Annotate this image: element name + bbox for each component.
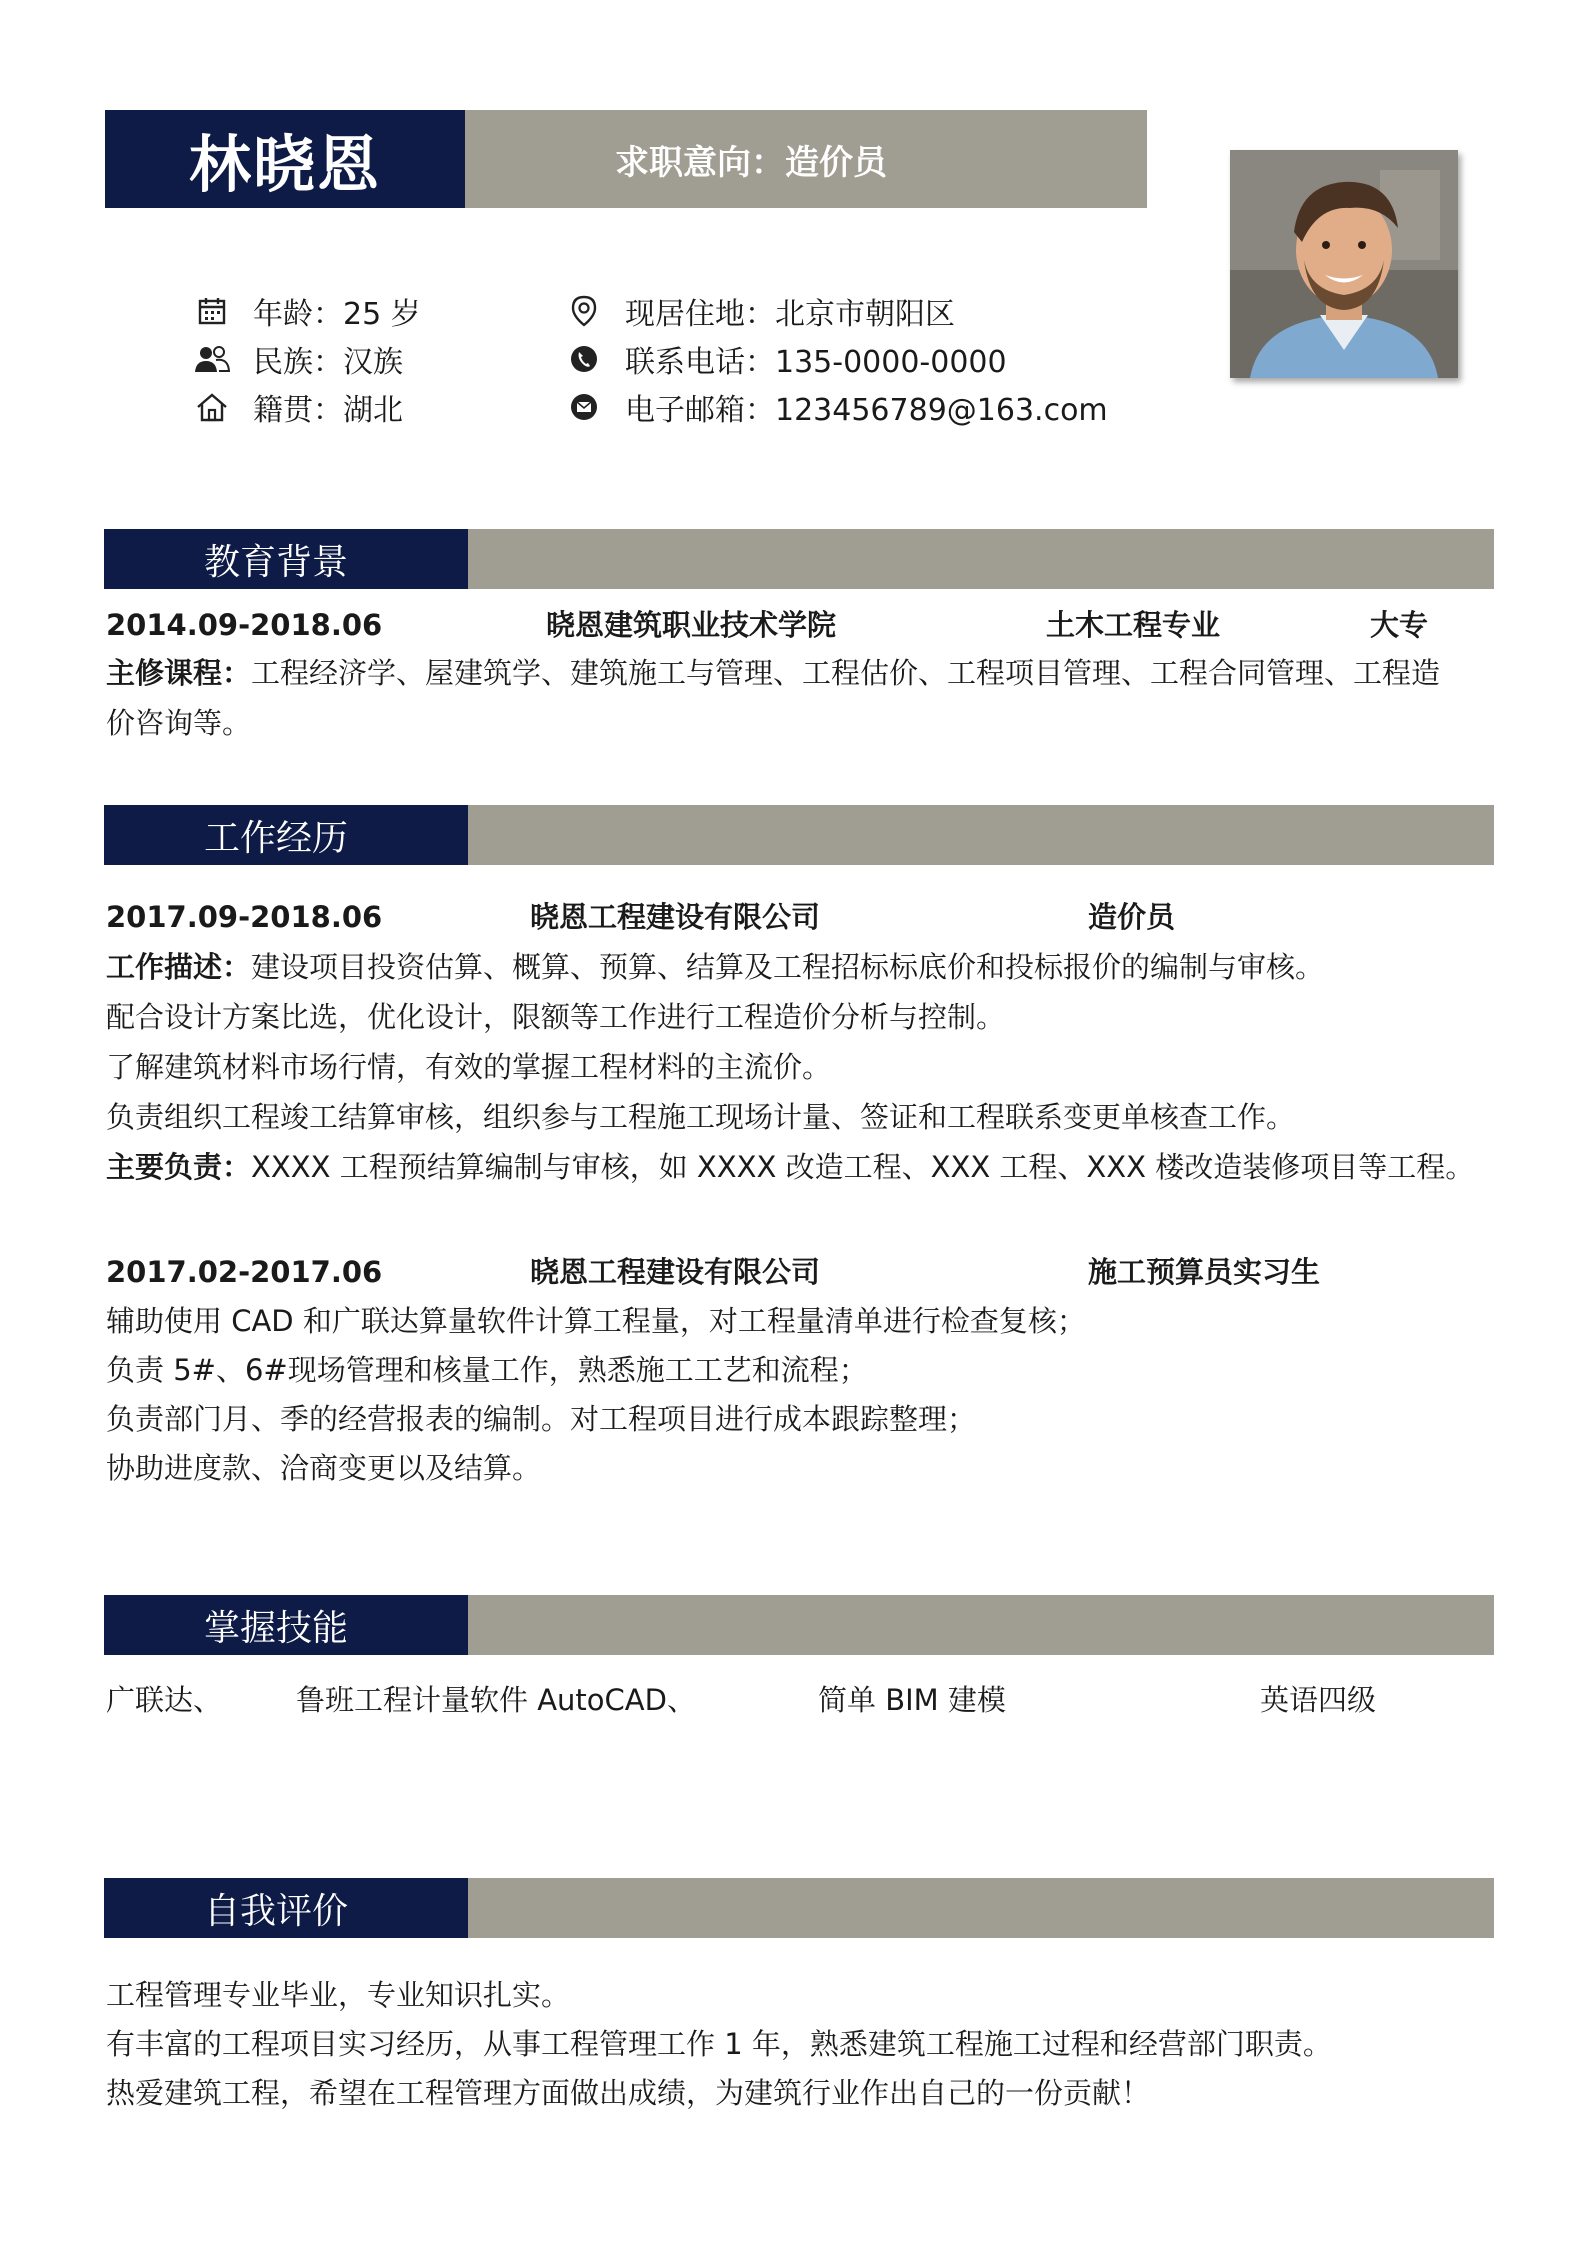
section-header-self bbox=[104, 1878, 1494, 1938]
job-desc-text: 建设项目投资估算、概算、预算、结算及工程招标标底价和投标报价的编制与审核。 bbox=[251, 950, 1325, 984]
people-icon bbox=[193, 340, 231, 378]
mail-icon bbox=[565, 388, 603, 426]
job-line: 配合设计方案比选，优化设计，限额等工作进行工程造价分析与控制。 bbox=[106, 1000, 1006, 1034]
education-period: 2014.09-2018.06 bbox=[106, 608, 383, 642]
job-intent: 求职意向：造价员 bbox=[465, 110, 1147, 208]
section-header-skills bbox=[104, 1595, 1494, 1655]
section-title: 教育背景 bbox=[104, 529, 468, 589]
job-resp-label: 主要负责： bbox=[106, 1150, 252, 1184]
self-line: 工程管理专业毕业，专业知识扎实。 bbox=[106, 1978, 571, 2012]
job-company: 晓恩工程建设有限公司 bbox=[530, 900, 821, 934]
job-responsibility bbox=[106, 1142, 1474, 1192]
phone-text: 联系电话：135-0000-0000 bbox=[625, 345, 1007, 380]
job-role: 造价员 bbox=[1088, 900, 1176, 934]
section-title: 自我评价 bbox=[104, 1878, 468, 1938]
info-email bbox=[565, 386, 1108, 428]
job-desc-label: 工作描述： bbox=[106, 950, 252, 984]
info-hometown bbox=[193, 386, 403, 428]
skill-item: 广联达、 bbox=[106, 1683, 223, 1717]
job-company: 晓恩工程建设有限公司 bbox=[530, 1255, 821, 1289]
section-header-education bbox=[104, 529, 1494, 589]
info-age bbox=[193, 290, 421, 332]
section-title: 工作经历 bbox=[104, 805, 468, 865]
ethnicity-text: 民族：汉族 bbox=[253, 345, 403, 380]
info-ethnicity bbox=[193, 338, 403, 380]
profile-photo bbox=[1230, 150, 1458, 378]
skill-item: 简单 BIM 建模 bbox=[818, 1683, 1006, 1717]
job-description bbox=[106, 942, 1324, 992]
calendar-icon bbox=[193, 292, 231, 330]
job-line: 负责组织工程竣工结算审核，组织参与工程施工现场计量、签证和工程联系变更单核查工作。 bbox=[106, 1100, 1296, 1134]
job-role: 施工预算员实习生 bbox=[1088, 1255, 1321, 1289]
age-text: 年龄：25 岁 bbox=[253, 297, 421, 332]
job-line: 负责 5#、6#现场管理和核量工作，熟悉施工工艺和流程； bbox=[106, 1353, 868, 1387]
section-header-work bbox=[104, 805, 1494, 865]
email-text: 电子邮箱：123456789@163.com bbox=[625, 393, 1108, 428]
education-degree: 大专 bbox=[1370, 608, 1429, 642]
courses-label: 主修课程： bbox=[106, 656, 252, 690]
job-line: 协助进度款、洽商变更以及结算。 bbox=[106, 1451, 542, 1485]
info-phone bbox=[565, 338, 1007, 380]
info-residence bbox=[565, 290, 955, 332]
education-courses-cont: 价咨询等。 bbox=[106, 706, 252, 740]
home-icon bbox=[193, 388, 231, 426]
candidate-name: 林晓恩 bbox=[105, 110, 465, 208]
job-line: 负责部门月、季的经营报表的编制。对工程项目进行成本跟踪整理； bbox=[106, 1402, 977, 1436]
self-line: 有丰富的工程项目实习经历，从事工程管理工作 1 年，熟悉建筑工程施工过程和经营部门职责。 bbox=[106, 2027, 1332, 2061]
job-entry-2 bbox=[106, 1247, 1486, 1297]
education-major: 土木工程专业 bbox=[1046, 608, 1221, 642]
phone-icon bbox=[565, 340, 603, 378]
self-line: 热爱建筑工程，希望在工程管理方面做出成绩，为建筑行业作出自己的一份贡献！ bbox=[106, 2076, 1151, 2110]
job-period: 2017.09-2018.06 bbox=[106, 900, 383, 934]
job-line: 辅助使用 CAD 和广联达算量软件计算工程量，对工程量清单进行检查复核； bbox=[106, 1304, 1086, 1338]
job-entry-1 bbox=[106, 892, 1486, 942]
education-entry bbox=[106, 600, 1486, 650]
job-line: 了解建筑材料市场行情，有效的掌握工程材料的主流价。 bbox=[106, 1050, 832, 1084]
courses-text: 工程经济学、屋建筑学、建筑施工与管理、工程估价、工程项目管理、工程合同管理、工程造 bbox=[251, 656, 1441, 690]
hometown-text: 籍贯：湖北 bbox=[253, 393, 403, 428]
residence-text: 现居住地：北京市朝阳区 bbox=[625, 297, 955, 332]
skill-item: 鲁班工程计量软件 AutoCAD、 bbox=[296, 1683, 696, 1717]
section-title: 掌握技能 bbox=[104, 1595, 468, 1655]
education-courses bbox=[106, 648, 1440, 698]
job-period: 2017.02-2017.06 bbox=[106, 1255, 383, 1289]
location-pin-icon bbox=[565, 292, 603, 330]
job-resp-text: XXXX 工程预结算编制与审核，如 XXXX 改造工程、XXX 工程、XXX 楼改造装修项目等工程。 bbox=[251, 1150, 1475, 1184]
skill-item: 英语四级 bbox=[1260, 1683, 1377, 1717]
education-school: 晓恩建筑职业技术学院 bbox=[546, 608, 837, 642]
